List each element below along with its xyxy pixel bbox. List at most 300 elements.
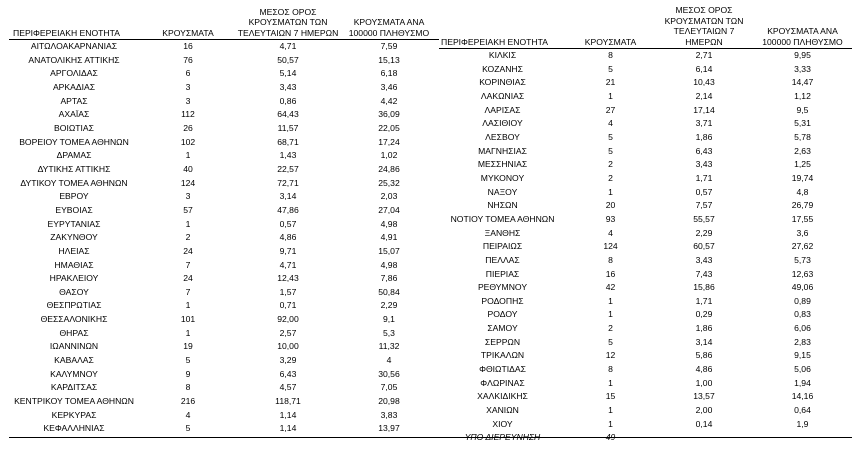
avg7-cell: 3,43: [695, 254, 713, 265]
avg7-cell: 3,29: [279, 355, 297, 366]
table-row: [9, 231, 439, 245]
table-row: [439, 131, 852, 145]
table-row: [9, 218, 439, 232]
avg7-cell: 4,86: [695, 364, 713, 375]
cases-cell: 5: [608, 336, 613, 347]
region-cell: ΚΑΒΑΛΑΣ: [54, 355, 94, 366]
region-cell: ΗΛΕΙΑΣ: [58, 245, 90, 256]
region-cell: ΧΑΛΚΙΔΙΚΗΣ: [477, 391, 528, 402]
region-cell: ΛΑΣΙΘΙΟΥ: [482, 118, 523, 129]
cases-cell: 20: [605, 200, 616, 211]
avg7-cell: [655, 431, 753, 445]
region-cell: ΠΕΛΛΑΣ: [485, 254, 520, 265]
table-row: [9, 190, 439, 204]
cases-cell: 1: [608, 90, 613, 101]
per100k-cell: 25,32: [378, 177, 400, 188]
avg7-cell: 50,57: [277, 54, 299, 65]
avg7-cell: 72,71: [277, 177, 299, 188]
region-cell: ΘΕΣΣΑΛΟΝΙΚΗΣ: [40, 314, 108, 325]
per100k-cell: 4,91: [380, 232, 398, 243]
cases-cell: 8: [608, 50, 613, 60]
table-row: [439, 295, 852, 309]
cases-cell: 1: [608, 377, 613, 388]
cases-cell: 3: [185, 191, 191, 202]
table-row: [439, 363, 852, 377]
avg7-cell: 1,71: [695, 172, 713, 183]
region-cell: ΚΕΦΑΛΛΗΝΙΑΣ: [43, 423, 105, 434]
table-row: [439, 145, 852, 159]
per100k-cell: 49,06: [791, 282, 814, 293]
per100k-cell: 9,1: [383, 314, 395, 325]
avg7-cell: 2,14: [695, 90, 713, 101]
region-cell: ΛΑΚΩΝΙΑΣ: [480, 90, 525, 101]
avg7-cell: 3,43: [279, 81, 297, 92]
table-row: [439, 199, 852, 213]
region-cell: ΣΑΜΟΥ: [487, 323, 518, 334]
cases-cell: 27: [605, 104, 616, 115]
cases-cell: 40: [183, 163, 193, 174]
cases-cell: 57: [183, 204, 193, 215]
avg7-cell: 0,14: [695, 418, 713, 429]
per100k-cell: 3,83: [380, 409, 398, 420]
table-row: [439, 90, 852, 104]
region-cell: ΚΕΝΤΡΙΚΟΥ ΤΟΜΕΑ ΑΘΗΝΩΝ: [14, 396, 134, 407]
avg7-cell: 5,14: [279, 68, 297, 79]
per100k-cell: 4,42: [380, 95, 398, 106]
avg7-cell: 64,43: [277, 109, 299, 120]
per100k-cell: 4,98: [380, 218, 398, 229]
per100k-cell: 15,07: [378, 245, 400, 256]
per100k-cell: 2,83: [794, 336, 811, 347]
table-row: [439, 117, 852, 131]
header-cases: ΚΡΟΥΣΜΑΤΑ: [584, 36, 637, 47]
cases-cell: 5: [608, 63, 613, 74]
table-row: [9, 340, 439, 354]
avg7-cell: 1,71: [695, 295, 713, 306]
table-row: [439, 322, 852, 336]
table-row: [439, 158, 852, 172]
avg7-cell: 0,86: [279, 95, 297, 106]
cases-cell: 2: [608, 159, 613, 170]
per100k-cell: [753, 431, 852, 445]
per100k-cell: 7,59: [380, 41, 398, 51]
table-row: [9, 54, 439, 68]
table-row: [439, 390, 852, 404]
avg7-cell: 1,14: [279, 423, 297, 434]
region-cell: ΚΙΛΚΙΣ: [488, 50, 517, 60]
per100k-cell: 7,05: [380, 382, 398, 393]
cases-cell: 4: [608, 227, 613, 238]
per100k-cell: 1,94: [794, 377, 811, 388]
cases-cell: 3: [185, 81, 191, 92]
table-row: [9, 395, 439, 409]
per100k-cell: 5,73: [794, 254, 811, 265]
avg7-cell: 7,43: [695, 268, 713, 279]
per100k-cell: 17,24: [378, 136, 400, 147]
region-cell: ΠΕΙΡΑΙΩΣ: [482, 241, 523, 252]
left-table: [9, 5, 439, 436]
cases-cell: 21: [605, 77, 616, 88]
table-row: [439, 254, 852, 268]
avg7-cell: 4,71: [279, 41, 297, 51]
per100k-cell: 14,47: [791, 77, 814, 88]
avg7-cell: 1,14: [279, 409, 297, 420]
per100k-cell: 17,55: [791, 213, 814, 224]
table-row: [9, 67, 439, 81]
per100k-cell: 5,06: [794, 364, 811, 375]
per100k-cell: 14,16: [791, 391, 814, 402]
per100k-cell: 30,56: [378, 368, 400, 379]
region-cell: ΝΗΣΩΝ: [487, 200, 518, 211]
region-cell: ΗΡΑΚΛΕΙΟΥ: [49, 273, 99, 284]
table-row: [9, 245, 439, 259]
cases-cell: 1: [185, 218, 191, 229]
cases-cell: 2: [185, 232, 191, 243]
avg7-cell: 2,71: [695, 50, 713, 60]
cases-cell: 8: [608, 254, 613, 265]
header-region: ΠΕΡΙΦΕΡΕΙΑΚΗ ΕΝΟΤΗΤΑ: [13, 27, 120, 38]
region-cell: ΚΟΖΑΝΗΣ: [482, 63, 523, 74]
table-row: [439, 431, 852, 445]
avg7-cell: 47,86: [277, 204, 299, 215]
region-cell: ΚΕΡΚΥΡΑΣ: [51, 409, 97, 420]
region-cell: ΘΕΣΠΡΩΤΙΑΣ: [46, 300, 102, 311]
table-row: [9, 122, 439, 136]
table-row: [439, 308, 852, 322]
per100k-cell: 7,86: [380, 273, 398, 284]
avg7-cell: 4,57: [279, 382, 297, 393]
avg7-cell: 13,57: [693, 391, 715, 402]
table-row: [439, 268, 852, 282]
avg7-cell: 9,71: [279, 245, 297, 256]
region-cell: ΛΑΡΙΣΑΣ: [484, 104, 521, 115]
cases-cell: 5: [608, 131, 613, 142]
left-header-row: [9, 5, 439, 40]
avg7-cell: 3,43: [695, 159, 713, 170]
avg7-cell: 55,57: [693, 213, 715, 224]
table-row: [9, 204, 439, 218]
table-row: [9, 368, 439, 382]
per100k-cell: 2,03: [380, 191, 398, 202]
per100k-cell: 0,64: [794, 405, 811, 416]
avg7-cell: 2,00: [695, 405, 713, 416]
table-row: [439, 377, 852, 391]
avg7-cell: 1,86: [695, 323, 713, 334]
table-row: [9, 81, 439, 95]
cases-cell: 19: [183, 341, 193, 352]
table-row: [439, 172, 852, 186]
cases-cell: 5: [185, 355, 191, 366]
cases-cell: 3: [185, 95, 191, 106]
table-row: [439, 49, 852, 63]
region-cell: ΒΟΙΩΤΙΑΣ: [54, 122, 94, 133]
table-row: [439, 349, 852, 363]
avg7-cell: 0,57: [279, 218, 297, 229]
table-row: [9, 108, 439, 122]
avg7-cell: 6,14: [695, 63, 713, 74]
cases-cell: 4: [185, 409, 191, 420]
per100k-cell: 5,3: [383, 327, 395, 338]
table-row: [439, 336, 852, 350]
header-per100k: ΚΡΟΥΣΜΑΤΑ ΑΝΑ 100000 ΠΛΗΘΥΣΜΟ: [348, 17, 430, 38]
region-cell: ΑΡΓΟΛΙΔΑΣ: [50, 68, 98, 79]
per100k-cell: 20,98: [378, 396, 400, 407]
region-cell: ΕΥΒΟΙΑΣ: [55, 204, 93, 215]
cases-cell: 49: [605, 432, 616, 443]
region-cell: ΗΜΑΘΙΑΣ: [54, 259, 94, 270]
avg7-cell: 12,43: [277, 273, 299, 284]
avg7-cell: 118,71: [275, 396, 301, 407]
cases-cell: 2: [608, 323, 613, 334]
table-row: [9, 163, 439, 177]
per100k-cell: 1,12: [794, 90, 811, 101]
right-header-row: [439, 5, 852, 49]
cases-cell: 42: [605, 282, 616, 293]
per100k-cell: 15,13: [378, 54, 400, 65]
per100k-cell: 3,46: [380, 81, 398, 92]
per100k-cell: 4: [386, 355, 392, 366]
avg7-cell: 0,71: [279, 300, 297, 311]
table-row: [9, 177, 439, 191]
region-cell: ΑΡΚΑΔΙΑΣ: [52, 81, 96, 92]
right-table-body: [439, 49, 852, 446]
avg7-cell: 10,00: [277, 341, 299, 352]
per100k-cell: 0,89: [794, 295, 811, 306]
cases-cell: 1: [185, 150, 191, 161]
cases-cell: 7: [185, 259, 191, 270]
per100k-cell: 9,5: [796, 104, 809, 115]
avg7-cell: 1,57: [279, 286, 297, 297]
cases-cell: 1: [608, 418, 613, 429]
table-row: [9, 40, 439, 54]
region-cell: ΜΑΓΝΗΣΙΑΣ: [478, 145, 527, 156]
cases-cell: 101: [180, 314, 196, 325]
per100k-cell: 2,63: [794, 145, 811, 156]
table-row: [9, 272, 439, 286]
cases-cell: 124: [603, 241, 618, 252]
cases-cell: 1: [608, 405, 613, 416]
cases-cell: 5: [608, 145, 613, 156]
region-cell: ΠΙΕΡΙΑΣ: [485, 268, 520, 279]
per100k-cell: 2,29: [380, 300, 398, 311]
header-avg7: ΜΕΣΟΣ ΟΡΟΣ ΚΡΟΥΣΜΑΤΩΝ ΤΩΝ ΤΕΛΕΥΤΑΙΩΝ 7 ΗΜΕΡΩΝ: [237, 6, 339, 38]
per100k-cell: 36,09: [378, 109, 400, 120]
avg7-cell: 0,57: [695, 186, 713, 197]
region-cell: ΡΟΔΟΠΗΣ: [481, 295, 524, 306]
cases-cell: 1: [608, 295, 613, 306]
region-cell: ΝΟΤΙΟΥ ΤΟΜΕΑ ΑΘΗΝΩΝ: [450, 213, 555, 224]
cases-cell: 16: [605, 268, 616, 279]
region-cell: ΔΡΑΜΑΣ: [56, 150, 92, 161]
per100k-cell: 4,8: [796, 186, 809, 197]
avg7-cell: 17,14: [693, 104, 715, 115]
cases-cell: 6: [185, 68, 191, 79]
cases-cell: 5: [185, 423, 191, 434]
region-cell: ΑΧΑΪΑΣ: [58, 109, 90, 120]
per100k-cell: 9,15: [794, 350, 811, 361]
table-row: [439, 281, 852, 295]
cases-cell: 12: [605, 350, 616, 361]
region-cell: ΞΑΝΘΗΣ: [484, 227, 521, 238]
avg7-cell: 6,43: [695, 145, 713, 156]
avg7-cell: 5,86: [695, 350, 713, 361]
region-cell: ΔΥΤΙΚΟΥ ΤΟΜΕΑ ΑΘΗΝΩΝ: [20, 177, 128, 188]
region-cell: ΦΘΙΩΤΙΔΑΣ: [479, 364, 526, 375]
per100k-cell: 3,6: [796, 227, 809, 238]
per100k-cell: 11,32: [378, 341, 400, 352]
per100k-cell: 27,04: [378, 204, 400, 215]
avg7-cell: 60,57: [693, 241, 715, 252]
table-row: [439, 76, 852, 90]
region-cell: ΝΑΞΟΥ: [487, 186, 518, 197]
region-cell: ΘΗΡΑΣ: [59, 327, 89, 338]
per100k-cell: 5,78: [794, 131, 811, 142]
table-row: [439, 240, 852, 254]
cases-cell: 15: [605, 391, 616, 402]
avg7-cell: 22,57: [277, 163, 299, 174]
per100k-cell: 26,79: [791, 200, 814, 211]
per100k-cell: 19,74: [791, 172, 814, 183]
region-cell: ΒΟΡΕΙΟΥ ΤΟΜΕΑ ΑΘΗΝΩΝ: [19, 136, 129, 147]
header-cases: ΚΡΟΥΣΜΑΤΑ: [162, 27, 214, 38]
cases-cell: 8: [185, 382, 191, 393]
region-cell: ΖΑΚΥΝΘΟΥ: [50, 232, 98, 243]
region-cell: ΑΙΤΩΛΟΑΚΑΡΝΑΝΙΑΣ: [30, 41, 118, 51]
per100k-cell: 22,05: [378, 122, 400, 133]
per100k-cell: 1,9: [796, 418, 809, 429]
avg7-cell: 3,71: [695, 118, 713, 129]
region-cell: ΣΕΡΡΩΝ: [484, 336, 521, 347]
per100k-cell: 1,02: [380, 150, 398, 161]
region-cell: ΑΡΤΑΣ: [60, 95, 88, 106]
region-cell: ΤΡΙΚΑΛΩΝ: [480, 350, 525, 361]
left-table-body: [9, 40, 439, 437]
per100k-cell: 13,97: [378, 423, 400, 434]
cases-cell: 1: [608, 309, 613, 320]
per100k-cell: 5,31: [794, 118, 811, 129]
avg7-cell: 15,86: [693, 282, 715, 293]
region-cell: ΚΑΡΔΙΤΣΑΣ: [50, 382, 98, 393]
avg7-cell: 1,43: [279, 150, 297, 161]
region-cell: ΛΕΣΒΟΥ: [485, 131, 520, 142]
region-cell: ΚΑΛΥΜΝΟΥ: [50, 368, 98, 379]
region-cell: ΡΟΔΟΥ: [487, 309, 518, 320]
table-bottom-rule: [9, 437, 852, 438]
avg7-cell: 3,14: [695, 336, 713, 347]
cases-cell: 76: [183, 54, 193, 65]
table-row: [439, 63, 852, 77]
table-row: [9, 381, 439, 395]
cases-cell: 26: [183, 122, 193, 133]
region-cell: ΡΕΘΥΜΝΟΥ: [477, 282, 528, 293]
cases-cell: 24: [183, 273, 193, 284]
right-table: [439, 5, 852, 445]
table-row: [439, 213, 852, 227]
avg7-cell: 2,57: [279, 327, 297, 338]
avg7-cell: 1,00: [695, 377, 713, 388]
region-cell: ΘΑΣΟΥ: [59, 286, 89, 297]
avg7-cell: 7,57: [695, 200, 713, 211]
region-cell: ΑΝΑΤΟΛΙΚΗΣ ΑΤΤΙΚΗΣ: [28, 54, 120, 65]
cases-cell: 9: [185, 368, 191, 379]
per100k-cell: 3,33: [794, 63, 811, 74]
table-row: [9, 354, 439, 368]
avg7-cell: 0,29: [695, 309, 713, 320]
region-cell: ΔΥΤΙΚΗΣ ΑΤΤΙΚΗΣ: [37, 163, 111, 174]
cases-cell: 93: [605, 213, 616, 224]
table-row: [439, 418, 852, 432]
cases-cell: 4: [608, 118, 613, 129]
table-row: [9, 299, 439, 313]
per100k-cell: 4,98: [380, 259, 398, 270]
per100k-cell: 27,62: [791, 241, 814, 252]
avg7-cell: 68,71: [277, 136, 299, 147]
avg7-cell: 11,57: [277, 122, 299, 133]
cases-cell: 7: [185, 286, 191, 297]
cases-cell: 1: [185, 300, 191, 311]
cases-cell: 8: [608, 364, 613, 375]
avg7-cell: 4,71: [279, 259, 297, 270]
region-cell: ΥΠΟ ΔΙΕΡΕΥΝΗΣΗ: [464, 432, 541, 443]
region-cell: ΙΩΑΝΝΙΝΩΝ: [49, 341, 99, 352]
cases-cell: 124: [180, 177, 196, 188]
cases-cell: 1: [185, 327, 191, 338]
table-row: [439, 104, 852, 118]
per100k-cell: 1,25: [794, 159, 811, 170]
table-row: [439, 227, 852, 241]
region-cell: ΕΒΡΟΥ: [59, 191, 89, 202]
table-row: [9, 327, 439, 341]
avg7-cell: 3,14: [279, 191, 297, 202]
avg7-cell: 92,00: [277, 314, 299, 325]
table-row: [9, 286, 439, 300]
table-row: [439, 404, 852, 418]
region-cell: ΚΟΡΙΝΘΙΑΣ: [479, 77, 526, 88]
per100k-cell: 0,83: [794, 309, 811, 320]
cases-cell: 102: [180, 136, 196, 147]
avg7-cell: 10,43: [693, 77, 715, 88]
avg7-cell: 1,86: [695, 131, 713, 142]
per100k-cell: 12,63: [791, 268, 814, 279]
cases-cell: 1: [608, 186, 613, 197]
region-cell: ΦΛΩΡΙΝΑΣ: [480, 377, 525, 388]
cases-cell: 16: [183, 41, 193, 51]
cases-cell: 112: [181, 109, 195, 120]
per100k-cell: 24,86: [378, 163, 400, 174]
header-region: ΠΕΡΙΦΕΡΕΙΑΚΗ ΕΝΟΤΗΤΑ: [441, 36, 548, 47]
table-row: [9, 422, 439, 436]
table-row: [9, 313, 439, 327]
per100k-cell: 50,84: [378, 286, 400, 297]
avg7-cell: 2,29: [695, 227, 713, 238]
region-cell: ΜΥΚΟΝΟΥ: [480, 172, 525, 183]
cases-cell: 24: [183, 245, 193, 256]
table-row: [439, 186, 852, 200]
cases-cell: 2: [608, 172, 613, 183]
table-row: [9, 136, 439, 150]
table-row: [9, 149, 439, 163]
per100k-cell: 6,06: [794, 323, 811, 334]
table-row: [9, 95, 439, 109]
cases-cell: 216: [180, 396, 196, 407]
header-avg7: ΜΕΣΟΣ ΟΡΟΣ ΚΡΟΥΣΜΑΤΩΝ ΤΩΝ ΤΕΛΕΥΤΑΙΩΝ 7 ΗΜΕΡΩΝ: [664, 5, 744, 47]
avg7-cell: 6,43: [279, 368, 297, 379]
region-cell: ΧΙΟΥ: [492, 418, 513, 429]
per100k-cell: 9,95: [794, 50, 811, 60]
per100k-cell: 6,18: [380, 68, 398, 79]
region-cell: ΧΑΝΙΩΝ: [486, 405, 519, 416]
region-cell: ΕΥΡΥΤΑΝΙΑΣ: [47, 218, 101, 229]
